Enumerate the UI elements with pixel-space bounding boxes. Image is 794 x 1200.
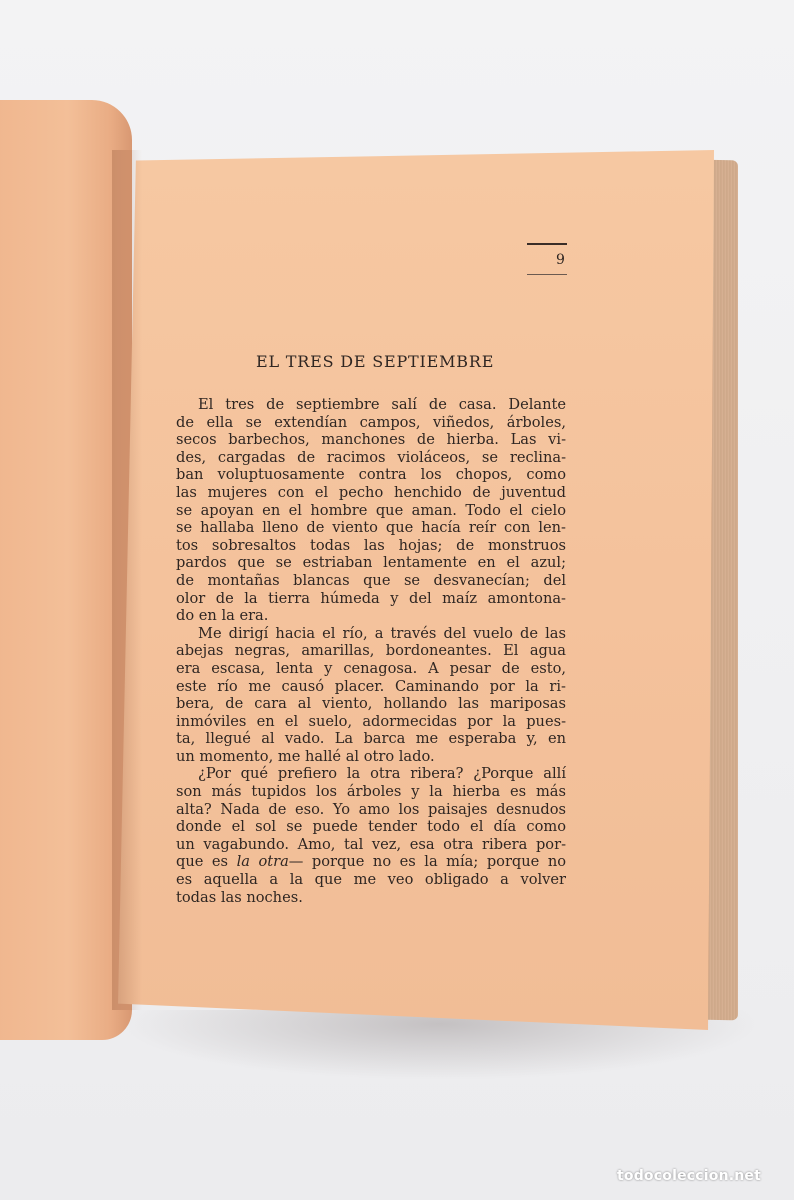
- text-line: todas las noches.: [176, 888, 303, 906]
- text-line: se apoyan en el hombre que aman. Todo el cielo: [176, 501, 566, 519]
- text-line: donde el sol se puede tender todo el día como: [176, 818, 566, 836]
- text-line: las mujeres con el pecho henchido de juventud: [176, 483, 566, 501]
- text-line: ban voluptuosamente contra los chopos, como: [176, 466, 566, 484]
- body-text: [176, 396, 566, 906]
- text-line: do en la era.: [176, 607, 269, 625]
- text-line: es aquella a la que me veo obligado a volver: [176, 871, 566, 889]
- text-line: bera, de cara al viento, hollando las mariposas: [176, 695, 566, 713]
- book-gutter-shadow: [112, 150, 142, 1010]
- text-line: tos sobresaltos todas las hojas; de monstruos: [176, 536, 566, 554]
- text-line: son más tupidos los árboles y la hierba es más: [176, 783, 566, 801]
- text-line: ¿Por qué prefiero la otra ribera? ¿Porque allí: [198, 765, 566, 783]
- text-line: abejas negras, amarillas, bordoneantes. El agua: [176, 642, 566, 660]
- text-line: se hallaba lleno de viento que hacía reír con len-: [176, 519, 566, 537]
- text-line: un vagabundo. Amo, tal vez, esa otra ribera por-: [176, 835, 566, 853]
- text-line: ta, llegué al vado. La barca me esperaba y, en: [176, 730, 566, 748]
- chapter-title: EL TRES DE SEPTIEMBRE: [256, 352, 495, 371]
- italic-phrase: la otra: [236, 853, 289, 871]
- text-line: inmóviles en el suelo, adormecidas por la pues-: [176, 712, 566, 730]
- text-line: este río me causó placer. Caminando por la ri-: [176, 677, 566, 695]
- text-fragment: que es: [176, 853, 237, 871]
- page-number: 9: [556, 252, 565, 268]
- text-line: [176, 853, 566, 871]
- folio-rule-bottom: [527, 274, 567, 275]
- text-line: de montañas blancas que se desvanecían; del: [176, 571, 566, 589]
- watermark: todocoleccion.net: [617, 1168, 762, 1184]
- text-line: de ella se extendían campos, viñedos, árboles,: [176, 413, 566, 431]
- text-line: secos barbechos, manchones de hierba. Las vi-: [176, 431, 566, 449]
- text-line: El tres de septiembre salí de casa. Delante: [198, 396, 566, 413]
- text-line: un momento, me hallé al otro lado.: [176, 747, 435, 765]
- text-line: des, cargadas de racimos violáceos, se reclina-: [176, 448, 566, 466]
- text-line: olor de la tierra húmeda y del maíz amontona-: [176, 589, 566, 607]
- folio-rule-top: [527, 243, 567, 245]
- text-fragment: — porque no es la mía; porque no: [288, 853, 567, 871]
- text-line: Me dirigí hacia el río, a través del vuelo de las: [198, 624, 566, 642]
- text-line: era escasa, lenta y cenagosa. A pesar de esto,: [176, 659, 566, 677]
- text-line: alta? Nada de eso. Yo amo los paisajes desnudos: [176, 800, 566, 818]
- text-line: pardos que se estriaban lentamente en el azul;: [176, 554, 566, 572]
